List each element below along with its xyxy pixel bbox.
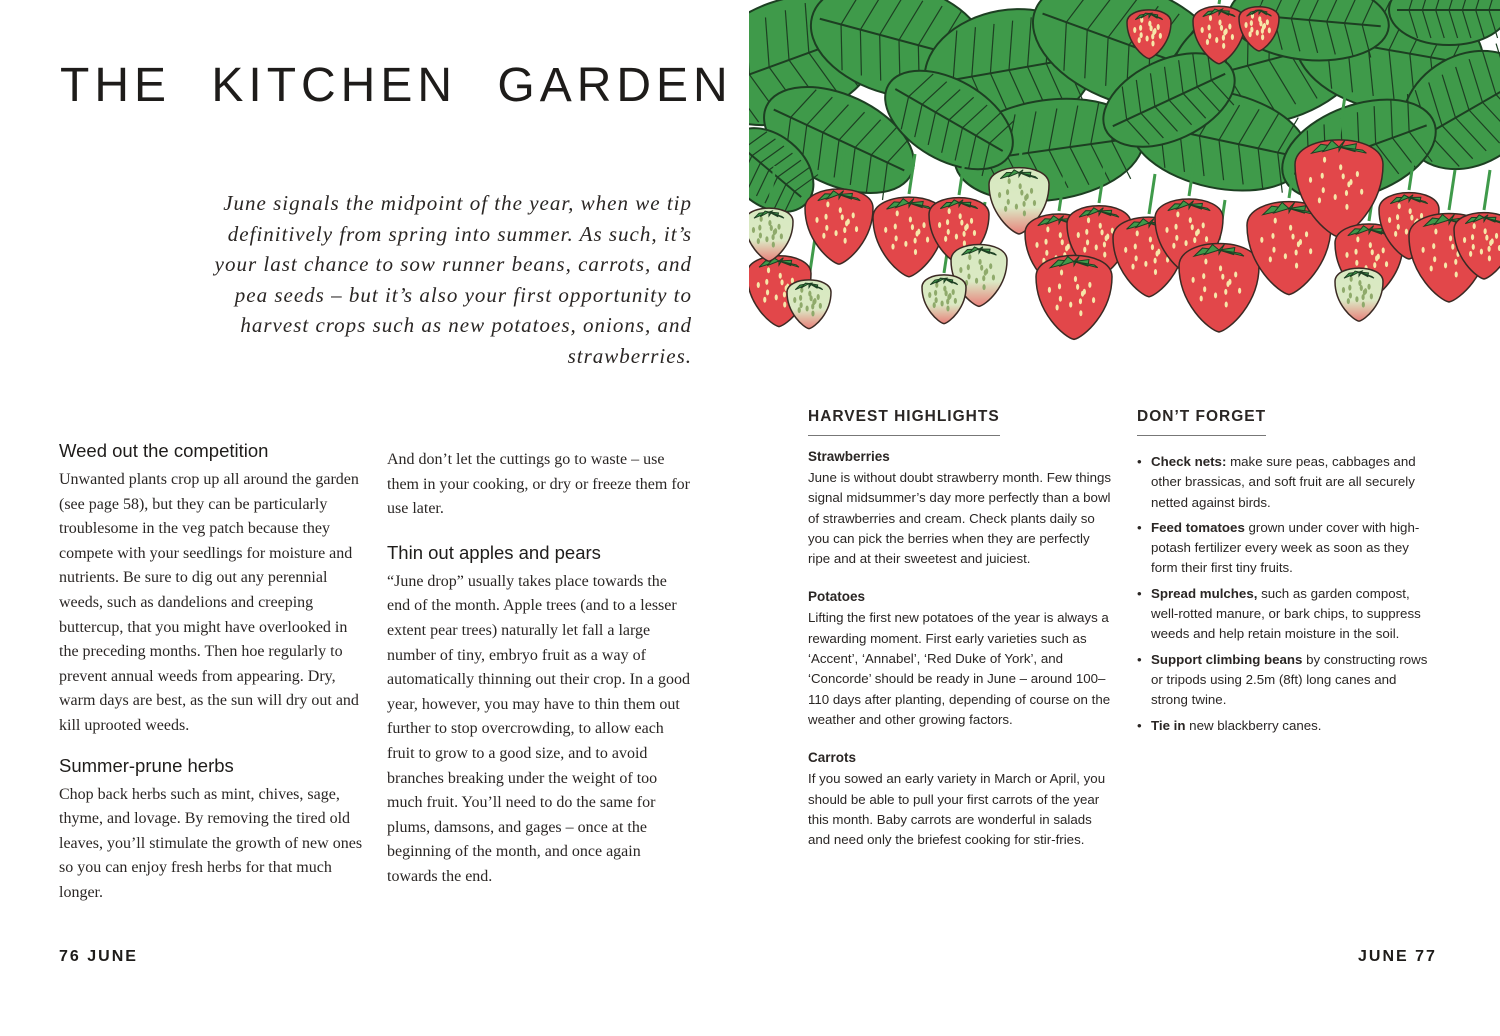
section-heading-weed: Weed out the competition xyxy=(59,440,269,461)
harvest-item-text: June is without doubt strawberry month. Few things signal midsummer’s day more perfectly than a bowl of strawberries and cream. Check plants daily so you can pick the berries when they are perfectly ripe and at their sweetest and juiciest. xyxy=(808,470,1112,567)
section-body-weed: Unwanted plants crop up all around the garden (see page 58), but they can be particularly troublesome in the veg patch because they compete with your seedlings for moisture and nutrients. Be sure to dig out any perennial weeds, such as dandelions and creeping buttercup, that you might have overlooked in the preceding months. Then hoe regularly to prevent annual weeds from appearing. Dry, warm days are best, as the sun will dry out and kill uprooted weeds. xyxy=(59,471,359,734)
harvest-highlights-box xyxy=(808,408,1114,850)
dont-forget-heading: DON’T FORGET xyxy=(1137,408,1266,436)
list-item-lead: Support climbing beans xyxy=(1151,651,1303,667)
page-number-left: 76 JUNE xyxy=(59,948,138,965)
section-heading-apples: Thin out apples and pears xyxy=(387,541,601,563)
harvest-item-text: Lifting the first new potatoes of the year is always a rewarding moment. First early varieties such as ‘Accent’, ‘Annabel’, ‘Red Duke of York’, and ‘Concorde’ should be ready in June – around 100–110 days after planting, depending of course on the weather and other growing factors. xyxy=(808,610,1111,727)
list-item-text: make sure peas, cabbages and other brassicas, and soft fruit are all securely netted against birds. xyxy=(1151,454,1416,510)
bullet-icon: • xyxy=(1137,717,1142,733)
section-body-herbs: Chop back herbs such as mint, chives, sage, thyme, and lovage. By removing the tired old leaves, you’ll stimulate the growth of new ones so you can enjoy fresh herbs for that much longer. xyxy=(59,785,363,901)
text-column-1 xyxy=(59,440,364,906)
harvest-item-name: Strawberries xyxy=(808,449,890,464)
dont-forget-box xyxy=(1137,408,1437,741)
harvest-item-name: Carrots xyxy=(808,750,857,766)
list-item xyxy=(1137,716,1437,736)
list-item xyxy=(1137,518,1437,579)
dont-forget-list xyxy=(1137,452,1437,736)
bullet-icon: • xyxy=(1137,651,1142,667)
bullet-icon: • xyxy=(1137,519,1142,535)
section-body-apples: “June drop” usually takes place towards the end of the month. Apple trees (and to a lesser extent pear trees) naturally let fall a large number of tiny, embryo fruit as a way of automatically thinning out their crop. In a good year, however, you may have to thin them out further to stop overcrowding, to allow each fruit to grow to a good size, and to avoid branches breaking under the weight of too much fruit. You’ll need to do the same for plums, damsons, and gages – once at the beginning of the month, and once again towards the end. xyxy=(387,572,691,885)
harvest-highlights-heading: HARVEST HIGHLIGHTS xyxy=(808,408,1000,436)
list-item xyxy=(1137,452,1437,513)
intro-paragraph: June signals the midpoint of the year, when we tip definitively from spring into summer. As such, it’s your last chance to sow runner beans, carrots, and pea seeds – but it’s also your first opportunity to harvest crops such as new potatoes, onions, and strawberries. xyxy=(214,191,692,368)
list-item-text: new blackberry canes. xyxy=(1185,717,1322,733)
section-heading-herbs: Summer-prune herbs xyxy=(59,754,234,776)
page-title: THE KITCHEN GARDEN xyxy=(60,59,733,112)
list-item xyxy=(1137,650,1437,711)
page-number-right: JUNE 77 xyxy=(1358,948,1437,965)
section-body-herbs-continued: And don’t let the cuttings go to waste – use them in your cooking, or dry or freeze them for use later. xyxy=(387,451,691,518)
list-item-text: grown under cover with high-potash fertilizer every week as soon as they form their first tiny fruits. xyxy=(1151,519,1420,576)
list-item-lead: Spread mulches, xyxy=(1151,585,1258,601)
list-item-lead: Feed tomatoes xyxy=(1151,519,1245,535)
bullet-icon: • xyxy=(1137,585,1142,601)
strawberry-plant-illustration xyxy=(749,0,1500,344)
list-item xyxy=(1137,584,1437,645)
harvest-item-text: If you sowed an early variety in March or April, you should be able to pull your first carrots of the year this month. Baby carrots are wonderful in salads and need only the briefest cooking for stir-fries. xyxy=(808,771,1106,848)
text-column-2 xyxy=(387,448,692,890)
list-item-text: such as garden compost, well-rotted manure, or bark chips, to suppress weeds and help retain moisture in the soil. xyxy=(1151,585,1421,642)
list-item-lead: Tie in xyxy=(1151,717,1186,733)
list-item-lead: Check nets: xyxy=(1151,454,1227,469)
list-item-text: by constructing rows or tripods using 2.5m (8ft) long canes and strong twine. xyxy=(1151,651,1428,708)
harvest-item-name: Potatoes xyxy=(808,589,866,605)
bullet-icon: • xyxy=(1137,454,1142,469)
